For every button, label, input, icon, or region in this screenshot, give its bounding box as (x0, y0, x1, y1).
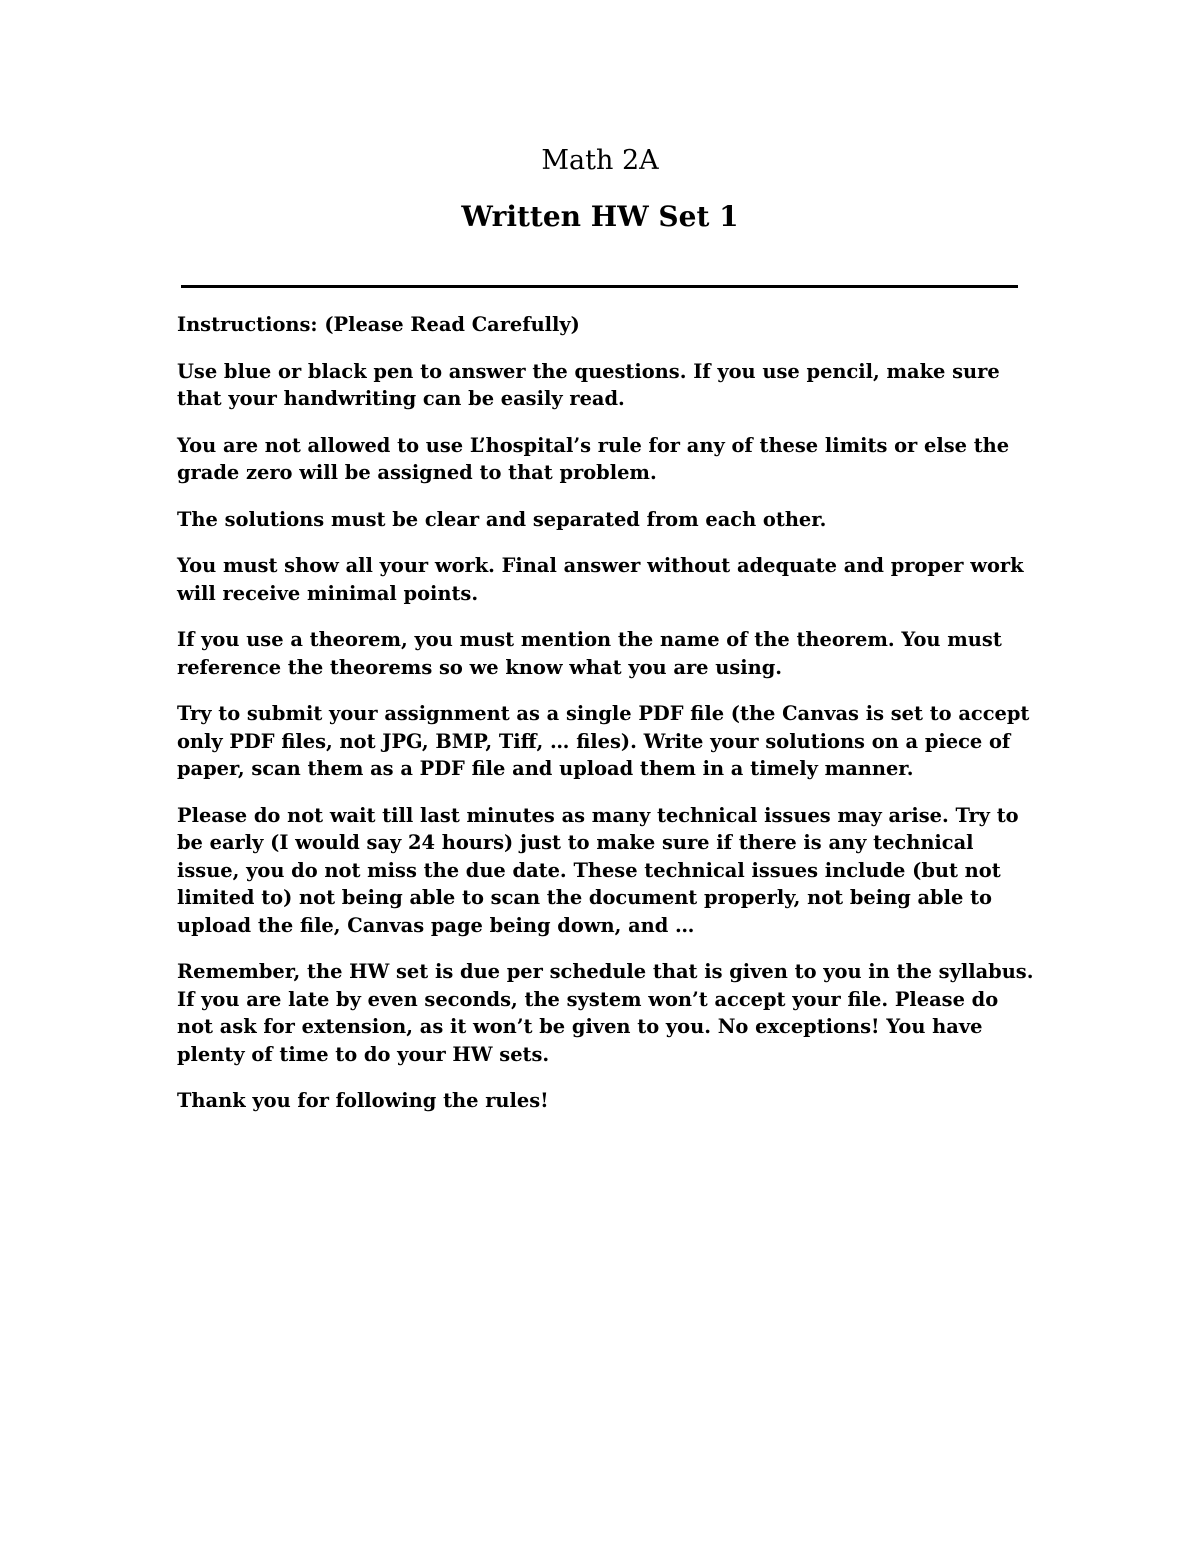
course-title: Math 2A (541, 145, 659, 176)
instruction-paragraph-theorem: If you use a theorem, you must mention the name of the theorem. You must reference the theorems so we know what you are using. (177, 628, 1002, 679)
instruction-paragraph-pdf: Try to submit your assignment as a single PDF file (the Canvas is set to accept only PDF files, not JPG, BMP, Tiff, … files). Write your solutions on a piece of paper, scan them as a PDF file and upload them in a timely manner. (177, 702, 1030, 780)
horizontal-divider (181, 285, 1018, 288)
instruction-paragraph-pen: Use blue or black pen to answer the questions. If you use pencil, make sure that your handwriting can be easily read. (177, 359, 1000, 410)
instruction-paragraph-show-work: You must show all your work. Final answer without adequate and proper work will receive minimal points. (177, 554, 1024, 605)
instruction-paragraph-solutions: The solutions must be clear and separated from each other. (177, 507, 827, 531)
instruction-paragraph-technical-issues: Please do not wait till last minutes as many technical issues may arise. Try to be early (I would say 24 hours) just to make sure if there is any technical issue, you do not miss the due date. These technical issues include (but not limited to) not being able to scan the document properly, not being able to upload the file, Canvas page being down, and … (177, 803, 1019, 937)
instruction-paragraph-thanks: Thank you for following the rules! (177, 1089, 549, 1112)
instruction-paragraph-lhospital: You are not allowed to use L’hospital’s rule for any of these limits or else the grade zero will be assigned to that problem. (177, 433, 1010, 484)
instruction-paragraph-due-date: Remember, the HW set is due per schedule that is given to you in the syllabus. If you are late by even seconds, the system won’t accept your file. Please do not ask for extension, as it won’t be given to you. No exceptions! You have plenty of time to do your HW sets. (177, 960, 1034, 1066)
instructions-section (177, 311, 1037, 1134)
instructions-heading: Instructions: (Please Read Carefully) (177, 313, 580, 336)
homework-title: Written HW Set 1 (461, 200, 739, 233)
